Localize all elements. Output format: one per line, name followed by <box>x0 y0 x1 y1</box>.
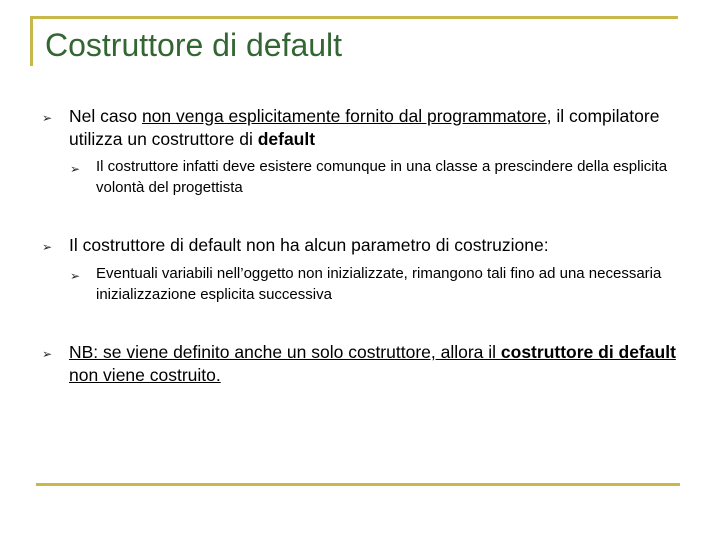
sub-bullet-arrow-icon: ➢ <box>70 162 81 176</box>
slide-title: Costruttore di default <box>45 27 343 63</box>
sub-bullet-arrow-icon: ➢ <box>70 269 81 283</box>
frame-top-rule <box>30 16 678 19</box>
bullet-3-text-b: non viene costruito. <box>69 365 221 385</box>
bullet-3-text-a: NB: se viene definito anche un solo costruttore, allora il <box>69 342 501 362</box>
bullet-1 <box>69 105 679 151</box>
bullet-1-underlined: non venga esplicitamente fornito dal programmatore <box>141 106 547 126</box>
bullet-arrow-icon: ➢ <box>42 240 53 254</box>
bullet-2: Il costruttore di default non ha alcun parametro di costruzione: <box>69 235 549 255</box>
bullet-3 <box>69 341 679 387</box>
sub-bullet-2: Eventuali variabili nell’oggetto non inizializzate, rimangono tali fino ad una necessaria inizializzazione esplicita successiva <box>96 265 662 303</box>
bullet-1-text-a: Nel caso <box>69 106 142 126</box>
sub-bullet-1: Il costruttore infatti deve esistere comunque in una classe a prescindere della esplicita volontà del progettista <box>96 158 668 196</box>
frame-bottom-rule <box>36 483 680 486</box>
bullet-1-bold: default <box>257 129 316 149</box>
bullet-arrow-icon: ➢ <box>42 347 53 361</box>
bullet-arrow-icon: ➢ <box>42 111 53 125</box>
frame-left-rule <box>30 16 33 66</box>
bullet-3-bold: costruttore di default <box>500 342 676 362</box>
bullet-1-text-b: , il compilatore utilizza un costruttore di <box>69 106 660 149</box>
